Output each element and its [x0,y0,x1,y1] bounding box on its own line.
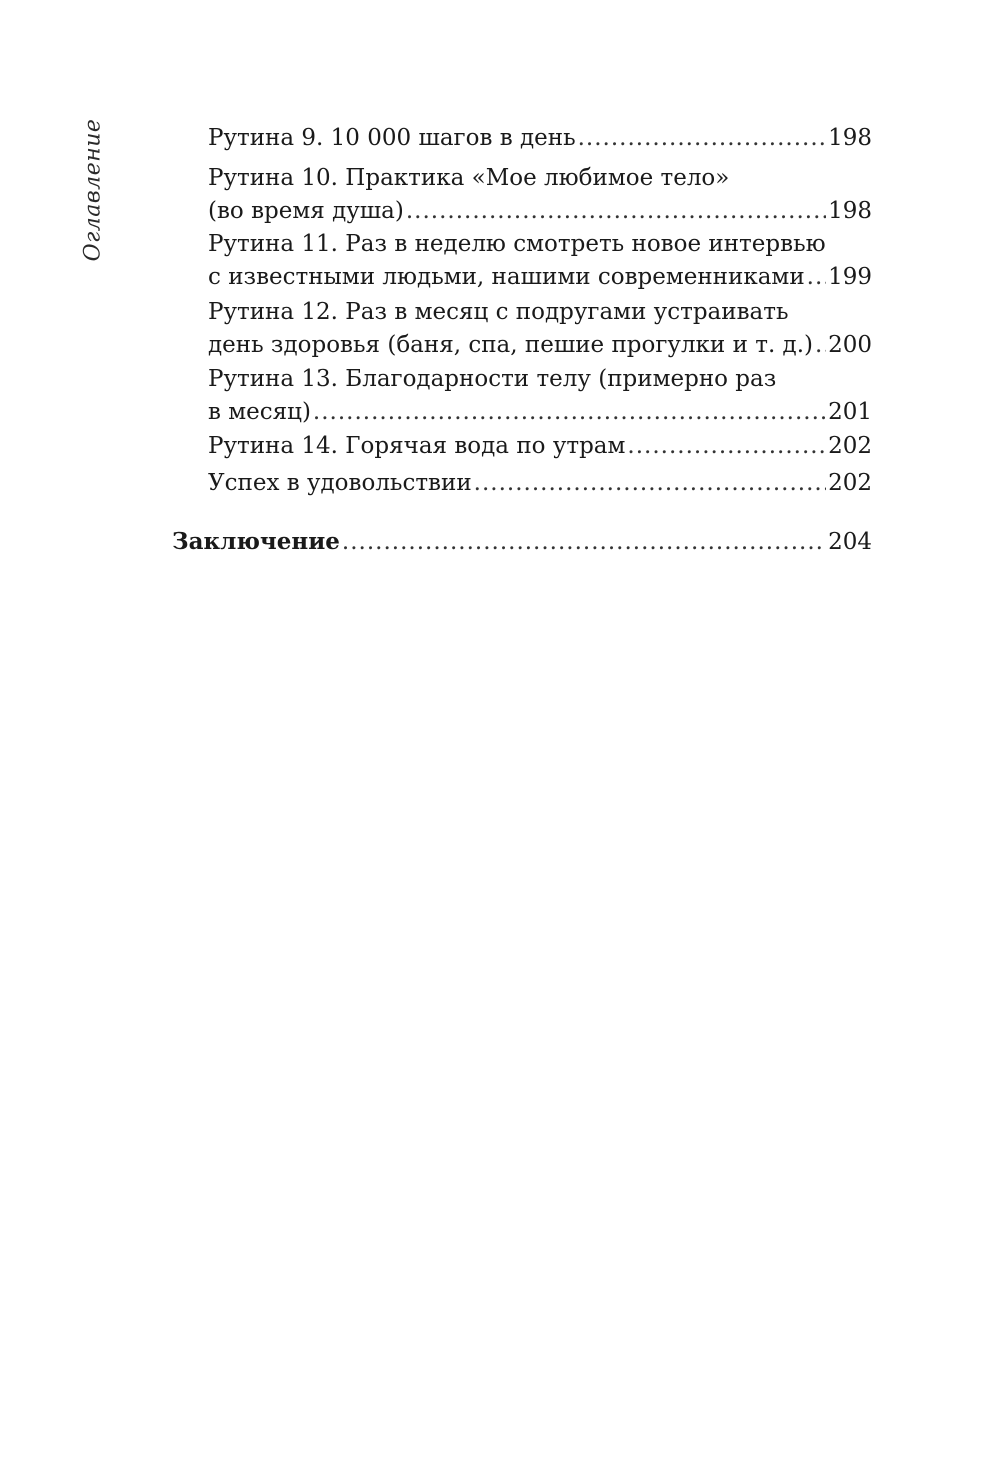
toc-entry-title: Рутина 13. Благодарности телу (примерно раз [208,366,777,392]
toc-entry-title: Рутина 11. Раз в неделю смотреть новое интервью [208,231,826,257]
toc-entry-line [208,329,872,362]
toc-entry-line [208,162,872,195]
toc-entry-title-continued: (во время душа) [208,198,404,224]
toc-page-number: 204 [828,529,872,555]
toc-entry-title-continued: в месяц) [208,399,311,425]
toc-entry-routine-9[interactable] [208,122,872,155]
toc-entry-title-continued: с известными людьми, нашими современниками [208,264,805,290]
toc-entry-routine-13[interactable] [208,363,872,429]
toc-page-number: 200 [828,332,872,358]
dot-leader [807,261,826,294]
toc-entry-title-continued: день здоровья (баня, спа, пешие прогулки и т. д.) [208,332,814,358]
toc-entry-line [172,525,872,559]
toc-entry-routine-10[interactable] [208,162,872,228]
dot-leader [342,526,826,559]
running-head: Оглавление [80,118,106,262]
toc-entry-line [208,261,872,294]
toc-entry-line [208,296,872,329]
dot-leader [815,329,826,362]
toc-page-number: 202 [828,433,872,459]
toc-entry-line [208,430,872,463]
toc-page-number: 201 [828,399,872,425]
toc-page-number: 198 [828,198,872,224]
toc-entry-line [208,467,872,500]
toc-entry-title: Рутина 12. Раз в месяц с подругами устраивать [208,299,789,325]
toc-entry-routine-14[interactable] [208,430,872,463]
toc-page-number: 199 [828,264,872,290]
toc-entry-title: Рутина 9. 10 000 шагов в день [208,125,576,151]
toc-entry-routine-12[interactable] [208,296,872,362]
toc-entry-line [208,396,872,429]
toc-page-number: 198 [828,125,872,151]
dot-leader [313,396,826,429]
toc-entry-title: Рутина 14. Горячая вода по утрам [208,433,626,459]
toc-entry-routine-11[interactable] [208,228,872,294]
toc-entry-line [208,122,872,155]
toc-entry-line [208,195,872,228]
dot-leader [627,430,826,463]
toc-entry-conclusion[interactable] [172,525,872,559]
toc-page-number: 202 [828,470,872,496]
toc-entry-line [208,228,872,261]
toc-entry-line [208,363,872,396]
toc-entry-title: Успех в удовольствии [208,470,472,496]
toc-entry-title: Рутина 10. Практика «Мое любимое тело» [208,165,730,191]
dot-leader [474,467,826,500]
toc-chapter-title: Заключение [172,528,340,555]
dot-leader [578,122,826,155]
toc-entry-success[interactable] [208,467,872,500]
dot-leader [406,195,826,228]
